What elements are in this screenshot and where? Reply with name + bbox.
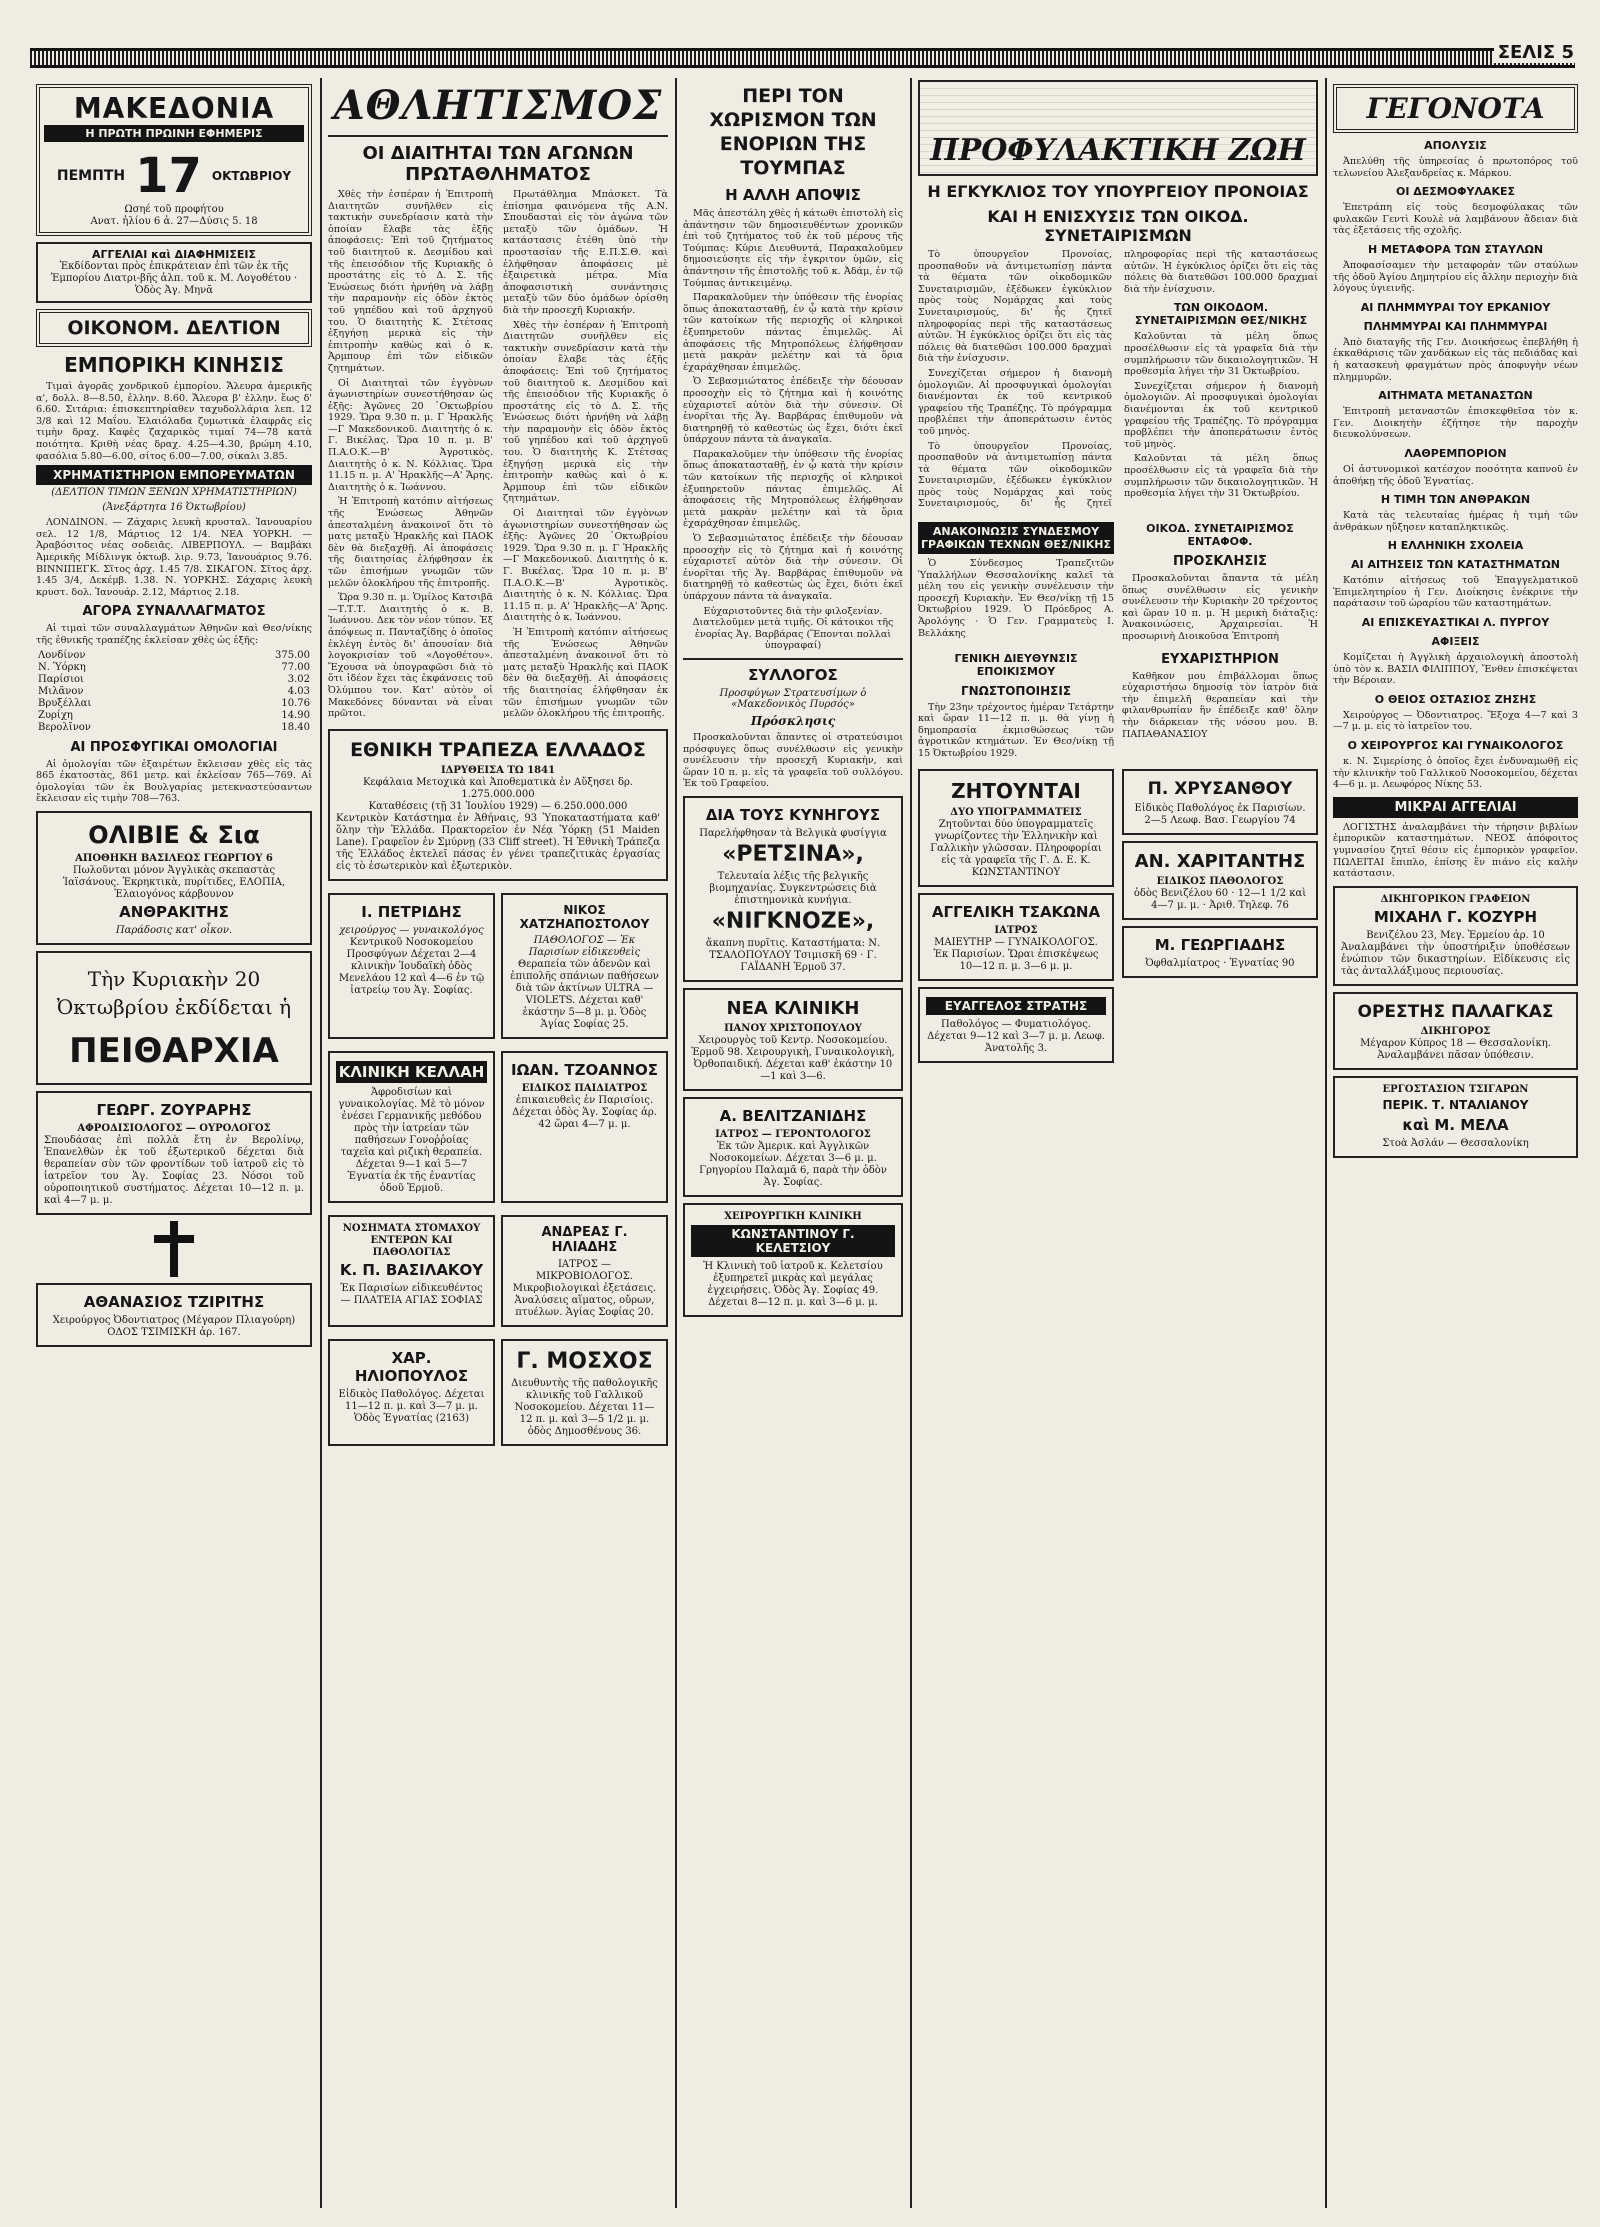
parish-text-3b: Ὁ Σεβασμιώτατος ἐπέδειξε τὴν δέουσαν προσοχὴν εἰς τὸ ζήτημα καὶ ἡ κοινότης εὐχαριστεῖ αὐτὸν διὰ τὴν σύνεσιν. Οἱ ἐνορῖται τῆς Ἁγ. Βαρβάρας ἐπιθυμοῦν νὰ διατηρηθῇ τὸ καθεστὼς ὡς ἔχει, διότι ἐκεῖ ὑπάρχουν πάντα τὰ ἀναγκαῖα. — [683, 533, 903, 602]
small-ads-title: ΜΙΚΡΑΙ ΑΓΓΕΛΙΑΙ — [1333, 797, 1578, 818]
georgiadis-title: Μ. ΓΕΩΡΓΙΑΔΗΣ — [1154, 935, 1286, 954]
euch-notice — [1122, 646, 1318, 763]
event-title: Ο ΘΕΙΟΣ ΟΣΤΑΣΙΟΣ ΖΗΣΗΣ — [1374, 692, 1537, 706]
velitzanidis-subtitle: ΙΑΤΡΟΣ — ΓΕΡΟΝΤΟΛΟΓΟΣ — [715, 1128, 871, 1140]
stratis-text: Παθολόγος — Φυματιολόγος. Δέχεται 9—12 καὶ 3—7 μ. μ. Λεωφ. Ἀνατολῆς 3. — [927, 1018, 1105, 1054]
event-title: ΑΠΟΛΥΣΙΣ — [1424, 139, 1487, 152]
parish-headline: ΠΕΡΙ ΤΟΝ ΧΩΡΙΣΜΟΝ ΤΩΝ ΕΝΟΡΙΩΝ ΤΗΣ ΤΟΥΜΠΑΣ — [709, 85, 877, 179]
event-title: Η ΜΕΤΑΦΟΡΑ ΤΩΝ ΣΤΑΥΛΩΝ — [1367, 242, 1544, 256]
ads-row-4 — [328, 1333, 668, 1452]
ads-row-1 — [328, 887, 668, 1045]
kozyri-title: ΜΙΧΑΗΛ Γ. ΚΟΖΥΡΗ — [1373, 907, 1538, 926]
ads-left — [918, 763, 1114, 1069]
table-row: Μιλᾶνον 4.03 — [38, 685, 310, 697]
tzoannos-title: ΙΩΑΝ. ΤΖΟΑΝΝΟΣ — [511, 1060, 658, 1079]
event-title: ΑΦΙΞΕΙΣ — [1431, 635, 1480, 649]
moschos-ad — [501, 1339, 668, 1446]
kozyri-ad — [1333, 886, 1578, 986]
ads-row-3 — [328, 1209, 668, 1333]
syn-text: Προσκαλοῦνται ἅπαντα τὰ μέλη ὅπως συνέλθωσιν εἰς γενικὴν συνέλευσιν τὴν Κυριακὴν 20 τρέχοντος καὶ ὥραν 10 π. μ. Ἡ μερικὴ διάταξις: Ἀνακοινώσεις, Ἀρχαιρεσίαι. Ἡ προσωρινὴ Διοικοῦσα Ἐπιτροπὴ — [1122, 573, 1318, 643]
hunters-text-3: ἄκαπνη πυρῖτις. Καταστήματα: Ν. ΤΣΑΛΟΠΟΥΛΟΥ Τσιμισκῆ 69 · Γ. ΓΑΪΔΑΝΗ Ἑρμοῦ 37. — [705, 937, 881, 973]
velitzanidis-title: Α. ΒΕΛΙΤΖΑΝΙΔΗΣ — [719, 1106, 867, 1125]
health-banner-title: ΠΡΟΦΥΛΑΚΤΙΚΗ ΖΩΗ — [930, 133, 1306, 168]
zitountai-subtitle: ΔΥΟ ΥΠΟΓΡΑΜΜΑΤΕΙΣ — [950, 806, 1082, 818]
parish-text-2b: Παρακαλοῦμεν τὴν ὑπόθεσιν τῆς ἐνορίας ὅπως ἀποκατασταθῇ, ἐν ᾧ κατὰ τὴν κρίσιν τῶν κατοίκων τῆς περιοχῆς οἱ κληρικοὶ ἐξυπηρετοῦν πάντας ἐπιμελῶς. Αἱ ἀποφάσεις τῆς Μητροπόλεως ἐλήφθησαν μετὰ μακρὰν μελέτην καὶ τὰ ὅρια ἐχαράχθησαν ἐπιμελῶς. — [683, 448, 903, 530]
event-text: Κατόπιν αἰτήσεως τοῦ Ἐπαγγελματικοῦ Ἐπιμελητηρίου ἡ Γεν. Διοίκησις ἐνέκρινε τὴν παράτασιν τοῦ ὡραρίου τῶν καταστημάτων. — [1333, 575, 1578, 610]
syn-title: ΟΙΚΟΔ. ΣΥΝΕΤΑΙΡΙΣΜΟΣ ΕΝΤΑΦΟΦ. — [1146, 522, 1294, 549]
chatz-subtitle: ΠΑΘΟΛΟΓΟΣ — Ἐκ Παρισίων εἰδικευθεὶς — [528, 934, 641, 958]
vasilakou-ad — [328, 1215, 495, 1327]
section-title: ΟΙΚΟΝΟΜ. ΔΕΛΤΙΟΝ — [36, 309, 312, 347]
tzoannos-ad — [501, 1051, 668, 1203]
charitantis-text: ὁδὸς Βενιζέλου 60 · 12—1 1/2 καὶ 4—7 μ. μ. · Ἀριθ. Τηλεφ. 76 — [1133, 887, 1307, 911]
iliopoulos-title: ΧΑΡ. ΗΛΙΟΠΟΥΛΟΣ — [354, 1348, 469, 1385]
olivie-title: ΟΛΙΒΙΕ & Σια — [88, 820, 260, 849]
kozyri-address: Βενιζέλου 23, Μεγ. Ἑρμείου ἀρ. 10 — [1366, 929, 1545, 941]
event-title: ΑΙ ΑΙΤΗΣΕΙΣ ΤΩΝ ΚΑΤΑΣΤΗΜΑΤΩΝ — [1351, 558, 1560, 572]
sports-text-5: Πρωτάθλημα Μπάσκετ. Τὰ ἐπίσημα φαινόμενα τῆς Α.Ν. Σπουδασταὶ εἰς τὸν ἀγώνα τῶν μεταξὺ τῶν ὁμάδων. Ἡ κατάστασις ἐτέθη ὑπὸ τὴν προστασίαν τῆς Ε.Π.Σ.Θ. καὶ ἐλήφθησαν ἀποφάσεις μὲ ἐξαιρετικὰ μέτρα. Μία ἀποφασιστικὴ συνάντησις μεταξὺ τῶν δύο ὁμάδων ὀρίσθη διὰ τὴν προσεχῆ Κυριακήν. — [503, 189, 668, 316]
sports-text-1: Χθὲς τὴν ἑσπέραν ἡ Ἐπιτροπὴ Διαιτητῶν συνῆλθεν εἰς τακτικὴν συνεδρίασιν κατὰ τὴν ὁποίαν ἔλαβε τὰς ἑξῆς ἀποφάσεις: Ἐπὶ τοῦ ζητήματος τοῦ διαιτητοῦ κ. Δεσμίδου καὶ τῆς ἐπεισόδιον τῆς Κυριακῆς ὁ προστάτης εἰς τὸ Δ. Σ. τῆς Ἑνώσεως διότι ἠρνήθη νὰ λάβῃ τὴν παραμονὴν εἰς ὁδὸν ἐκτὸς τοῦ γηπέδου καὶ τοῦ ἀρχηγοῦ του. Ὁ διαιτητὴς Κ. Στέτσας ἐξηγήσῃ μερικὰ εἰς τὴν ἐπιτροπὴν καθὼς καὶ ὁ κ. Ἀρμπουρ ἐπὶ τῶν εἰδικῶν ζητημάτων. — [328, 189, 493, 374]
charitantis-subtitle: ΕΙΔΙΚΟΣ ΠΑΘΟΛΟΓΟΣ — [1156, 875, 1284, 887]
nea-kliniki-ad — [683, 988, 903, 1091]
tziritis-title: ΑΘΑΝΑΣΙΟΣ ΤΖΙΡΙΤΗΣ — [83, 1292, 265, 1311]
mela-ad — [1333, 1076, 1578, 1158]
chatz-title: ΝΙΚΟΣ ΧΑΤΖΗΑΠΟΣΤΟΛΟΥ — [519, 902, 650, 931]
column-rule — [675, 78, 677, 2208]
hunters-text: Παρελήφθησαν τὰ Βελγικὰ φυσίγγια — [699, 827, 887, 839]
sports-text-3: Ἡ Ἐπιτροπὴ κατόπιν αἰτήσεως τῆς Ἑνώσεως Ἀθηνῶν ἀπεσταλμένη ἀνακοινοῖ ὅτι τὸ ματς μεταξὺ Ἡρακλῆς καὶ ΠΑΟΚ δὲν θὰ διεξαχθῇ. Αἱ ἀποφάσεις τῆς διαιτησίας ἐλήφθησαν ἐκ τῶν ἐπισήμων γνωμῶν τῶν μελῶν ὁλοκλήρου τῆς ἐπιτροπῆς. — [328, 496, 493, 589]
euch-text: Καθῆκον μου ἐπιβάλλομαι ὅπως εὐχαριστήσω δημοσίᾳ τὸν ἰατρὸν διὰ τὴν ἐπιμελῆ θεραπείαν καὶ τὴν φιλανθρωπίαν ἣν ἐπέδειξε καθ' ὅλην τὴν διάρκειαν τῆς νόσου μου. Β. ΠΑΠΑΘΑΝΑΣΙΟΥ — [1122, 670, 1318, 740]
tsakona-title: ΑΓΓΕΛΙΚΗ ΤΣΑΚΩΝΑ — [931, 902, 1101, 921]
event-text: Ἐπετράπη εἰς τοὺς δεσμοφύλακας τῶν φυλακῶν Γεντὶ Κουλὲ νὰ λαμβάνουν ἄδειαν διὰ τὰς ἐξετάσεις τῆς σχολῆς. — [1333, 202, 1578, 237]
piotharchia-title: ΠΕΙΘΑΡΧΙΑ — [69, 1030, 279, 1071]
hunters-text-2: Τελευταία λέξις τῆς βελγικῆς βιομηχανίας. Συγκεντρώσεις διὰ ἐπιστημονικὰ κυνήγια. — [709, 870, 877, 906]
event-text: Οἱ ἀστυνομικοὶ κατέσχον ποσότητα καπνοῦ ἐν ἀποθήκῃ τῆς ὁδοῦ Ἐγνατίας. — [1333, 463, 1578, 487]
event-title: ΛΑΘΡΕΜΠΟΡΙΟΝ — [1404, 446, 1507, 460]
column-5 — [1333, 78, 1578, 2208]
piotharchia-ad — [36, 951, 312, 1085]
event-text: κ. Ν. Σιμερίσης ὁ ὁποῖος ἔχει ἐνδυναμωθῇ εἰς τὴν κλινικὴν τοῦ Γαλλικοῦ Νοσοκομείου, δέχεται 4—6 μ. μ. Λεωφόρος Νίκης 53. — [1333, 756, 1578, 791]
table-row: Βερολῖνον 18.40 — [38, 721, 310, 733]
table-row: Ν. Ὑόρκη 77.00 — [38, 661, 310, 673]
syllogos-title: ΣΥΛΛΟΓΟΣ — [748, 665, 838, 684]
parish-text-2: Παρακαλοῦμεν τὴν ὑπόθεσιν τῆς ἐνορίας ὅπως ἀποκατασταθῇ, ἐν ᾧ κατὰ τὴν κρίσιν τῶν κατοίκων τῆς περιοχῆς οἱ κληρικοὶ ἐξυπηρετοῦν πάντας ἐπιμελῶς. Αἱ ἀποφάσεις τῆς Μητροπόλεως ἐλήφθησαν μετὰ μακρὰν μελέτην καὶ τὰ ὅρια ἐχαράχθησαν ἐπιμελῶς. — [683, 292, 903, 373]
event-title: Η ΤΙΜΗ ΤΩΝ ΑΝΘΡΑΚΩΝ — [1380, 493, 1531, 507]
ethniki-bank-ad — [328, 729, 668, 881]
ads-notice-text: Ἐκδίδονται πρὸς ἐπικράτειαν ἐπὶ τῶν ἐκ τῆς Ἐμπορίου Διατρι-βῆς ἀλπ. τοῦ κ. Μ. Λογοθέτου · Ὁδὸς Ἀγ. Μηνᾶ — [50, 261, 298, 296]
event-text: Ἀπὸ διαταγῆς τῆς Γεν. Διοικήσεως ἐπεβλήθη ἡ ἐκκαθάρισις τῶν χανδάκων εἰς τὰς πεδιάδας καὶ ἡ κατασκευὴ φραγμάτων πρὸς ἀποφυγὴν νέων πλημμυρῶν. — [1333, 336, 1578, 383]
event-text: Χειρούργος — Ὀδοντιατρος. Ἔξοχα 4—7 καὶ 3—7 μ. μ. εἰς τὸ ἰατρεῖον του. — [1333, 709, 1578, 733]
sports-text-2: Οἱ Διαιτηταὶ τῶν ἐγγὸνων ἀγωνιστηρίων συνεστήθησαν ὡς ἑξῆς: Ἀγῶνες 20 ᾽Οκτωβρίου 1929. Ὥρα 9.30 π. μ. Γ Ἡρακλῆς—Γ Μακεδονικοῦ. Διαιτητὴς ὁ κ. Γ. Βικέλας. Ὥρα 10 π. μ. Β' Π.Α.Ο.Κ.—Β' Ἀγροτικὸς. Διαιτητὴς ὁ κ. Ν. Κόλλιας. Ὥρα 11.15 π. μ. Α' Ἡρακλῆς—Α' Ἄρης. Διαιτητὴς ὁ κ. Ἰωάννου. — [328, 377, 493, 493]
kellari-text: Ἀφροδισίων καὶ γυναικολογίας. Μὲ τὸ μόνον ἐνέσει Γερμανικῆς μεθόδου πρὸς τὴν ἰατρείαν τῶν παθήσεων Γονοῤῥοίας ταχεῖα καὶ ριζικὴ θεραπεία. Δέχεται 9—1 καὶ 5—7 Ἐγνατία ἐκ τῆς ἐναντίας ὁδοῦ Ἑρμοῦ. — [338, 1086, 485, 1194]
tziritis-text: Χειρούργος Ὀδοντιατρος (Μέγαρον Πλιαγούρη) ΟΔΟΣ ΤΣΙΜΙΣΚΗ ἀρ. 167. — [52, 1314, 296, 1338]
kellari-ad — [328, 1051, 495, 1203]
nea-kliniki-title: ΝΕΑ ΚΛΙΝΙΚΗ — [726, 997, 860, 1019]
keletsiou-text: Ἡ Κλινικὴ τοῦ ἰατροῦ κ. Κελετσίου ἐξυπηρετεῖ μικρὰς καὶ μεγάλας ἐγχειρήσεις. Ὁδὸς Ἁγ. Σοφίας 49. Δέχεται 8—12 π. μ. καὶ 3—6 μ. μ. — [703, 1260, 883, 1308]
welfare-headline-2: ΚΑΙ Η ΕΝΙΣΧΥΣΙΣ ΤΩΝ ΟΙΚΟΔ. ΣΥΝΕΤΑΙΡΙΣΜΩΝ — [987, 207, 1249, 245]
welfare-text-1b: Τὸ ὑπουργεῖον Προνοίας, προσπαθοῦν νὰ ἀντιμετωπίσῃ πάντα τὰ θέματα τῶν οἰκοδομικῶν Συνεταιρισμῶν, ἐξέδωκεν ἐγκύκλιον πρὸς τοὺς Νομάρχας καὶ τοὺς Συνεταιρισμούς, δι' ἧς ζητεῖ πληροφορίας περὶ τῆς καταστάσεως αὐτῶν. Ἡ ἐγκύκλιος ὁρίζει ὅτι εἰς τὰς πόλεις θὰ διατεθῶσι 100.000 δραχμαὶ διὰ τὴν ἐνίσχυσιν. — [918, 249, 1318, 510]
parish-text-3: Ὁ Σεβασμιώτατος ἐπέδειξε τὴν δέουσαν προσοχὴν εἰς τὸ ζήτημα καὶ ἡ κοινότης εὐχαριστεῖ αὐτὸν διὰ τὴν σύνεσιν. Οἱ ἐνορῖται τῆς Ἁγ. Βαρβάρας ἐπιθυμοῦν νὰ διατηρηθῇ τὸ καθεστὼς ὡς ἔχει, διότι ἐκεῖ ὑπάρχουν πάντα τὰ ἀναγκαῖα. — [683, 376, 903, 446]
kellari-title: ΚΛΙΝΙΚΗ ΚΕΛΛΑΗ — [336, 1061, 487, 1083]
mela-text: Στοὰ Ἀσλάν — Θεσσαλονίκη — [1382, 1137, 1529, 1149]
top-rule — [30, 48, 1575, 68]
zitountai-ad — [918, 769, 1114, 887]
ads-row — [918, 763, 1318, 1069]
welfare-article — [918, 249, 1318, 510]
moschos-title: Γ. ΜΟΣΧΟΣ — [516, 1348, 653, 1374]
movement-text: Τιμαὶ ἀγορᾶς χονδρικοῦ ἐμπορίου. Ἄλευρα ἀμερικῆς α', δολλ. 8—8.50, ἑλλην. 8.60. Ἄλευρα β' ἑλλην. ἔως δ' 6.60. Σιτάρια: ἐπισκεπτηρίαθεν ταχυδολλάρια λεπ. 12 3/8 καὶ 12 Μαΐου. Ἐλαιόλαδα ζυμωτικὰ ἐλαφρᾶς εἰς τιμὴν δραχ. Καφὲς ζαχαρικὸς τιμαί 74—78 κατὰ ποιότητα. Κριθὴ νέας δραχ. 4.25—4.30, βρώμη 4.10, φασόλια 5.80—6.00, σίτος 6.00—7.00, σίκαλι 3.85. — [36, 381, 312, 462]
column-2 — [328, 78, 668, 2208]
keletsiou-name: ΚΩΝΣΤΑΝΤΙΝΟΥ Γ. ΚΕΛΕΤΣΙΟΥ — [691, 1225, 895, 1257]
syn-subtitle: ΠΡΟΣΚΛΗΣΙΣ — [1173, 554, 1267, 570]
parish-signature: Εὐχαριστοῦντες διὰ τὴν φιλοξενίαν. Διατελοῦμεν μετὰ τιμῆς. Οἱ κάτοικοι τῆς ἐνορίας Ἁγ. Βαρβάρας (Ἕπονται πολλαὶ ὑπογραφαί) — [692, 605, 894, 652]
iliopoulos-text: Εἰδικὸς Παθολόγος. Δέχεται 11—12 π. μ. καὶ 3—7 μ. μ. Ὁδὸς Ἐγνατίας (2163) — [338, 1388, 485, 1424]
table-row: Παρίσιοι 3.02 — [38, 673, 310, 685]
velitzanidis-text: Ἐκ τῶν Ἀμερικ. καὶ Ἀγγλικῶν Νοσοκομείων. Δέχεται 3—6 μ. μ. Γρηγορίου Παλαμᾶ 6, παρὰ τὴν ὁδὸν Ἁγ. Σοφίας. — [699, 1140, 887, 1188]
nea-kliniki-subtitle: ΠΑΝΟΥ ΧΡΙΣΤΟΠΟΥΛΟΥ — [724, 1022, 862, 1034]
event-title: ΑΙ ΠΛΗΜΜΥΡΑΙ ΤΟΥ ΕΡΚΑΝΙΟΥ — [1360, 300, 1551, 314]
vasilakou-name: Κ. Π. ΒΑΣΙΛΑΚΟΥ — [339, 1260, 484, 1279]
petridis-title: Ι. ΠΕΤΡΙΔΗΣ — [361, 902, 462, 921]
events-banner: ΓΕΓΟΝΟΤΑ — [1333, 84, 1578, 133]
ads-row-2 — [328, 1045, 668, 1209]
sports-text-2b: Οἱ Διαιτηταὶ τῶν ἐγγὸνων ἀγωνιστηρίων συνεστήθησαν ὡς ἑξῆς: Ἀγῶνες 20 ᾽Οκτωβρίου 1929. Ὥρα 9.30 π. μ. Γ Ἡρακλῆς—Γ Μακεδονικοῦ. Διαιτητὴς ὁ κ. Γ. Βικέλας. Ὥρα 10 π. μ. Β' Π.Α.Ο.Κ.—Β' Ἀγροτικὸς. Διαιτητὴς ὁ κ. Ν. Κόλλιας. Ὥρα 11.15 π. μ. Α' Ἡρακλῆς—Α' Ἄρης. Διαιτητὴς ὁ κ. Ἰωάννου. — [503, 508, 668, 624]
gen-subtitle: ΓΝΩΣΤΟΠΟΙΗΣΙΣ — [960, 683, 1072, 698]
petridis-subtitle: χειρούργος — γυναικολόγος — [339, 924, 484, 936]
delivery-label: Παράδοσις κατ' οἶκον. — [115, 924, 233, 936]
charitantis-ad — [1122, 841, 1318, 920]
zitountai-title: ΖΗΤΟΥΝΤΑΙ — [951, 778, 1081, 803]
refugee-bonds-text: Αἱ ὁμολογίαι τῶν ἐξαιρέτων ἔκλεισαν χθὲς εἰς τὰς 865 ἐκατοστὰς, 861 μετρ. καὶ ἐκλείσαν 765—769. Αἱ ὁμολογίαι τῶν ἐκ Βουλγαρίας μετεκναστεύσαντων ἔκλεισαν εἰς τιμὴν 708—763. — [36, 758, 312, 805]
syn-notice — [1122, 516, 1318, 646]
sports-text-3b: Ἡ Ἐπιτροπὴ κατόπιν αἰτήσεως τῆς Ἑνώσεως Ἀθηνῶν ἀπεσταλμένη ἀνακοινοῖ ὅτι τὸ ματς μεταξὺ Ἡρακλῆς καὶ ΠΑΟΚ δὲν θὰ διεξαχθῇ. Αἱ ἀποφάσεις τῆς διαιτησίας ἐλήφθησαν ἐκ τῶν ἐπισήμων γνωμῶν τῶν μελῶν ὁλοκλήρου τῆς ἐπιτροπῆς. — [503, 626, 668, 720]
anak-text: Ὁ Σύνδεσμος Τραπεζιτῶν Ὑπαλλήλων Θεσσαλονίκης καλεῖ τὰ μέλη του εἰς γενικὴν συνέλευσιν τὴν προσεχῆ Κυριακὴν. Ἐν Θεσ/νίκῃ τῇ 15 Ὀκτωβρίου 1929. Ὁ Πρόεδρος Α. Ἀρολόγης · Ὁ Γεν. Γραμματεὺς Ι. Βελλάκης — [918, 558, 1114, 639]
coal-label: ΑΝΘΡΑΚΙΤΗΣ — [119, 902, 229, 921]
mela-heading: ΕΡΓΟΣΤΑΣΙΟΝ ΤΣΙΓΑΡΩΝ — [1382, 1083, 1529, 1095]
refugee-bonds-title: ΑΙ ΠΡΟΣΦΥΓΙΚΑΙ ΟΜΟΛΟΓΙΑΙ — [70, 739, 278, 755]
petridis-ad — [328, 893, 495, 1039]
small-ads-text: ΛΟΓΙΣΤΗΣ ἀναλαμβάνει τὴν τήρησιν βιβλίων ἐμπορικῶν καταστημάτων. ΝΕΟΣ ἀπόφοιτος γυμνασίου ζητεῖ θέσιν εἰς ἐμπορικὸν γραφεῖον. ΠΩΛΕΙΤΑΙ ἔπιπλο, ἐπίσης ἕν πιάνο εἰς καλὴν κατάστασιν. — [1333, 821, 1578, 880]
keletsiou-ad — [683, 1203, 903, 1317]
stratis-title: ΕΥΑΓΓΕΛΟΣ ΣΤΡΑΤΗΣ — [926, 997, 1106, 1015]
fx-table — [36, 650, 312, 734]
palagkas-ad — [1333, 992, 1578, 1070]
column-3 — [683, 78, 903, 2208]
anak-notice — [918, 516, 1114, 646]
cross-emblem — [148, 1221, 200, 1277]
vasilakou-heading: ΝΟΣΗΜΑΤΑ ΣΤΟΜΑΧΟΥ ΕΝΤΕΡΩΝ ΚΑΙ ΠΑΘΟΛΟΓΙΑΣ — [342, 1222, 481, 1258]
olivie-ad — [36, 811, 312, 945]
palagkas-title: ΟΡΕΣΤΗΣ ΠΑΛΑΓΚΑΣ — [1357, 1001, 1554, 1022]
iliaidis-ad — [501, 1215, 668, 1327]
charitantis-title: ΑΝ. ΧΑΡΙΤΑΝΤΗΣ — [1134, 850, 1306, 872]
euch-title: ΕΥΧΑΡΙΣΤΗΡΙΟΝ — [1161, 651, 1279, 667]
fx-text: Αἱ τιμαὶ τῶν συναλλαγμάτων Ἀθηνῶν καὶ Θεσ/νίκης τῆς ἐθνικῆς τραπέζης ἐκλείσαν χθὲς ὡς ἑξῆς: — [36, 623, 312, 646]
bourse-title: ΧΡΗΜΑΤΙΣΤΗΡΙΟΝ ΕΜΠΟΡΕΥΜΑΤΩΝ — [36, 465, 312, 485]
vasilakou-text: Ἐκ Παρισίων εἰδικευθέντος — ΠΛΑΤΕΙΑ ΑΓΙΑΣ ΣΟΦΙΑΣ — [340, 1282, 483, 1306]
piotharchia-top: Τὴν Κυριακὴν 20 Ὀκτωβρίου ἐκδίδεται ἡ — [56, 966, 292, 1019]
tsakona-subtitle: ΙΑΤΡΟΣ — [994, 924, 1038, 936]
fx-title: ΑΓΟΡΑ ΣΥΝΑΛΛΑΓΜΑΤΟΣ — [82, 604, 266, 620]
oikod-text: Καλοῦνται τὰ μέλη ὅπως προσέλθωσιν εἰς τὰ γραφεῖα διὰ τὴν συμπλήρωσιν τῶν δικαιολογητικῶν. Ἡ προθεσμία λήγει τὴν 31 Ὀκτωβρίου. — [1124, 331, 1318, 378]
table-row: Ζυρίχη 14.90 — [38, 709, 310, 721]
gen-title: ΓΕΝΙΚΗ ΔΙΕΥΘΥΝΣΙΣ ΕΠΟΙΚΙΣΜΟΥ — [954, 651, 1078, 678]
month: ΟΚΤΩΒΡΙΟΥ — [211, 169, 292, 183]
hunters-ad — [683, 796, 903, 982]
zourari-ad — [36, 1091, 312, 1215]
health-banner — [918, 80, 1318, 176]
ads-right — [1122, 763, 1318, 1069]
bourse-text: ΛΟΝΔΙΝΟΝ. — Ζάχαρις λευκὴ κρυσταλ. Ἰανουαρίου σελ. 12 1/8, Μάρτιος 12 1/4. ΝΕΑ ΥΟΡΚΗ. — Ἀραβόσιτος νέας σοδειᾶς. ΛΙΒΕΡΠΟΥΛ. — Βαμβάκι Ἀμερικῆς Μίδλινγκ ὀκτωβ. λιρ. 9.73, Ἰανουάριος 9.76. ΒΙΝΝΙΠΕΓΚ. Σῖτος ἀρχ. 1.45 7/8. ΣΙΚΑΓΟΝ. Σῖτος ἀρχ. 1.45 3/4, Δεκέμβ. 1.38. Ν. ΥΟΡΚΗΣ. Σάχαρις λευκὴ κρυστ. δολ. Ἰανουάρ. 2.12, Μάρτιος 2.18. — [36, 517, 312, 598]
tzoannos-subtitle: ΕΙΔΙΚΟΣ ΠΑΙΔΙΑΤΡΟΣ — [521, 1082, 648, 1094]
kozyri-text: Ἀναλαμβάνει τὴν ὑποστήριξιν ὑποθέσεων ἐνώπιον τῶν δικαστηρίων. Εἰδίκευσις εἰς τὰς ἀνταλλάξιμους περιουσίας. — [1341, 941, 1570, 977]
petridis-text: Κεντρικοῦ Νοσοκομείου Προσφύγων Δέχεται 2—4 κλινικὴν Ἰουδαϊκὴ ὁδὸς Μενελάου 12 καὶ 4—6 ἐν τῷ ἰατρείῳ του Ἁγ. Σοφίας. — [338, 936, 485, 996]
ethniki-deposits: Καταθέσεις (τῇ 31 Ἰουλίου 1929) — 6.250.000.000 — [368, 800, 628, 812]
hunters-title: ΔΙΑ ΤΟΥΣ ΚΥΝΗΓΟΥΣ — [705, 805, 881, 824]
kozyri-heading: ΔΙΚΗΓΟΡΙΚΟΝ ΓΡΑΦΕΙΟΝ — [1380, 893, 1531, 905]
event-title: ΑΙ ΕΠΙΣΚΕΥΑΣΤΙΚΑΙ Λ. ΠΥΡΓΟΥ — [1361, 616, 1550, 630]
welfare-text-1: Τὸ ὑπουργεῖον Προνοίας, προσπαθοῦν νὰ ἀντιμετωπίσῃ πάντα τὰ θέματα τῶν οἰκοδομικῶν Συνεταιρισμῶν, ἐξέδωκεν ἐγκύκλιον πρὸς τοὺς Νομάρχας καὶ τοὺς Συνεταιρισμούς, δι' ἧς ζητεῖ πληροφορίας περὶ τῆς καταστάσεως αὐτῶν. Ἡ ἐγκύκλιος ὁρίζει ὅτι εἰς τὰς πόλεις θὰ διατεθῶσι 100.000 δραχμαὶ διὰ τὴν ἐνίσχυσιν. — [918, 249, 1112, 365]
ethniki-text: Κεντρικὸν Κατάστημα ἐν Ἀθήναις, 93 Ὑποκαταστήματα καθ' ὅλην τὴν Ἑλλάδα. Πρακτορεῖον ἐν Νέᾳ Ὑόρκῃ (51 Maiden Lane). Γραφεῖον ἐν Σμύρνῃ (33 Cliff street). Ἡ Ἐθνικὴ Τράπεζα τῆς Ἑλλάδος ἐκτελεῖ πάσας ἐν γένει τραπεζιτικὰς ἐργασίας εἰς τὸ ἐσωτερικὸν καὶ ἐξωτερικὸν. — [336, 812, 660, 872]
event-title: ΟΙ ΔΕΣΜΟΦΥΛΑΚΕΣ — [1395, 185, 1515, 199]
tzoannos-text: ἐπικαιευθεὶς ἐν Παρισίοις. Δέχεται ὁδὸς Ἁγ. Σοφίας ἀρ. 42 ὥραι 4—7 μ. μ. — [512, 1094, 657, 1130]
welfare-headline: Η ΕΓΚΥΚΛΙΟΣ ΤΟΥ ΥΠΟΥΡΓΕΙΟΥ ΠΡΟΝΟΙΑΣ — [927, 182, 1309, 201]
zourari-subtitle: ΑΦΡΟΔΙΣΙΟΛΟΓΟΣ — ΟΥΡΟΛΟΓΟΣ — [77, 1122, 271, 1134]
column-4 — [918, 78, 1318, 2208]
notices-row-2 — [918, 646, 1318, 763]
anak-title: ΑΝΑΚΟΙΝΩΣΙΣ ΣΥΝΔΕΣΜΟΥ ΓΡΑΦΙΚΩΝ ΤΕΧΝΩΝ ΘΕΣ/ΝΙΚΗΣ — [918, 522, 1114, 554]
ethniki-founded: ΙΔΡΥΘΕΙΣΑ ΤΩ 1841 — [440, 764, 556, 776]
event-title: Η ΕΛΛΗΝΙΚΗ ΣΧΟΛΕΙΑ — [1387, 539, 1524, 553]
moschos-text: Διευθυντὴς τῆς παθολογικῆς κλινικῆς τοῦ Γαλλικοῦ Νοσοκομείου. Δέχεται 11—12 π. μ. καὶ 3—5 1/2 μ. μ. ὁδὸς Δημοσθένους 36. — [511, 1377, 658, 1437]
georgiadis-ad — [1122, 926, 1318, 978]
event-text: Ἀπελύθη τῆς ὑπηρεσίας ὁ πρωτοπόρος τοῦ τελωνείου Ἀλεξανδρείας κ. Μάρκου. — [1333, 156, 1578, 179]
column-rule — [1325, 78, 1327, 2208]
mela-name: ΠΕΡΙΚ. Τ. ΝΤΑΛΙΑΝΟΥ — [1382, 1097, 1529, 1112]
syllogos-subtitle: Προσφύγων Στρατευσίμων ὁ «Μακεδονικὸς Πυρσός» — [719, 687, 867, 710]
iliaidis-text: ΙΑΤΡΟΣ — ΜΙΚΡΟΒΙΟΛΟΓΟΣ. Μικροβιολογικαὶ ἐξετάσεις. Ἀναλύσεις αἵματος, οὔρων, πτυέλων. Ἁγίας Σοφίας 20. — [512, 1258, 657, 1318]
georgiadis-text: Ὀφθαλμίατρος · Ἐγνατίας 90 — [1145, 957, 1295, 969]
ads-notice-title: ΑΓΓΕΛΙΑΙ καὶ ΔΙΑΦΗΜΙΣΕΙΣ — [92, 248, 256, 261]
iliopoulos-ad — [328, 1339, 495, 1446]
event-title: Ο ΧΕΙΡΟΥΡΓΟΣ ΚΑΙ ΓΥΝΑΙΚΟΛΟΓΟΣ — [1347, 739, 1564, 753]
sports-headline: ΟΙ ΔΙΑΙΤΗΤΑΙ ΤΩΝ ΑΓΩΝΩΝ ΠΡΩΤΑΘΛΗΜΑΤΟΣ — [362, 143, 634, 185]
notices-row — [918, 516, 1318, 646]
chrysanthou-ad — [1122, 769, 1318, 835]
masthead-subtitle: Η ΠΡΩΤΗ ΠΡΩΙΝΗ ΕΦΗΜΕΡΙΣ — [44, 125, 304, 142]
column-rule — [910, 78, 912, 2208]
oikod-text-b: Καλοῦνται τὰ μέλη ὅπως προσέλθωσιν εἰς τὰ γραφεῖα διὰ τὴν συμπλήρωσιν τῶν δικαιολογητικῶν. Ἡ προθεσμία λήγει τὴν 31 Ὀκτωβρίου. — [1124, 453, 1318, 500]
syllogos-text: Προσκαλοῦνται ἅπαντες οἱ στρατεύσιμοι πρόσφυγες ὅπως συνέλθωσιν εἰς γενικὴν συνέλευσιν τὴν προσεχῆ Κυριακὴν, καὶ ὥραν 10 π. μ. εἰς τὰ γραφεῖα τοῦ συλλόγου. Ἐκ τοῦ Γραφείου. — [683, 731, 903, 790]
event-text: Κομίζεται ἡ Ἀγγλικὴ ἀρχαιολογικὴ ἀποστολὴ ὑπὸ τὸν κ. ΒΑΣΙΛ ΦΙΛΙΠΠΟΥ, Ἔνθεν ἐπισκέψεται τὴν Βέροιαν. — [1333, 652, 1578, 687]
retsina-brand: «ΡΕΤΣΙΝΑ», — [722, 841, 864, 867]
event-text: Ἀποφασίσαμεν τὴν μεταφορὰν τῶν σταύλων τῆς ὁδοῦ Ἁγίου Δημητρίου εἰς ἄλλην περιοχὴν διὰ λόγους ὑγιεινῆς. — [1333, 259, 1578, 295]
chrysanthou-title: Π. ΧΡΥΣΑΝΘΟΥ — [1147, 778, 1293, 799]
tsakona-ad — [918, 893, 1114, 981]
iliaidis-title: ΑΝΔΡΕΑΣ Γ. ΗΛΙΑΔΗΣ — [541, 1224, 628, 1255]
gen-text: Τὴν 23ην τρέχοντος ἡμέραν Τετάρτην καὶ ὥραν 11—12 π. μ. θὰ γίνῃ ἡ δημοπρασία ἐκμισθώσεως τῶν ἀγροτικῶν κτημάτων. Ἐν Θεσ/νίκῃ τῇ 15 Ὀκτωβρίου 1929. — [918, 701, 1114, 759]
weekday: ΠΕΜΠΤΗ — [56, 168, 126, 184]
bourse-subtitle: (ΔΕΛΤΙΟΝ ΤΙΜΩΝ ΞΕΝΩΝ ΧΡΗΜΑΤΙΣΤΗΡΙΩΝ) — [51, 487, 297, 499]
column-1 — [36, 78, 312, 2208]
event-text: Ἐπιτροπὴ μεταναστῶν ἐπισκεφθεῖσα τὸν κ. Γεν. Διοικητὴν ἐζήτησε τὴν παροχὴν διευκολύνσεων. — [1333, 406, 1578, 441]
palagkas-subtitle: ΔΙΚΗΓΟΡΟΣ — [1420, 1025, 1491, 1037]
palagkas-text: Μέγαρον Κύπρος 18 — Θεσσαλονίκη. Ἀναλαμβάνει πᾶσαν ὑπόθεσιν. — [1360, 1037, 1551, 1061]
stratis-ad — [918, 987, 1114, 1063]
column-rule — [320, 78, 322, 2208]
table-row: Λονδίνον 375.00 — [38, 649, 310, 661]
zourari-text: Σπουδάσας ἐπὶ πολλὰ ἔτη ἐν Βερολίνῳ, Ἐπανελθὼν ἐκ τοῦ ἐξωτερικοῦ δέχεται διὰ θεραπείαν σὺν τῶν φροντίδων τοῦ ἰατροῦ εἰς τὸ ἰατρεῖον του Ἁγ. Σοφίας 23. Νόσοι τοῦ οὐροποιητικοῦ συστήματος. Δέχεται 10—12 π. μ. καὶ 4—7 μ. μ. — [44, 1134, 304, 1206]
sports-text-1b: Χθὲς τὴν ἑσπέραν ἡ Ἐπιτροπὴ Διαιτητῶν συνῆλθεν εἰς τακτικὴν συνεδρίασιν κατὰ τὴν ὁποίαν ἔλαβε τὰς ἑξῆς ἀποφάσεις: Ἐπὶ τοῦ ζητήματος τοῦ διαιτητοῦ κ. Δεσμίδου καὶ τῆς ἐπεισόδιον τῆς Κυριακῆς ὁ προστάτης εἰς τὸ Δ. Σ. τῆς Ἑνώσεως διότι ἠρνήθη νὰ λάβῃ τὴν παραμονὴν εἰς ὁδὸν ἐκτὸς τοῦ γηπέδου καὶ τοῦ ἀρχηγοῦ του. Ὁ διαιτητὴς Κ. Στέτσας ἐξηγήσῃ μερικὰ εἰς τὴν ἐπιτροπὴν καθὼς καὶ ὁ κ. Ἀρμπουρ ἐπὶ τῶν εἰδικῶν ζητημάτων. — [503, 319, 668, 505]
sunrise-sunset: Ανατ. ἡλίου 6 ἀ. 27—Δύσις 5. 18 — [90, 216, 258, 227]
olivie-address: ΑΠΟΘΗΚΗ ΒΑΣΙΛΕΩΣ ΓΕΩΡΓΙΟΥ 6 — [75, 852, 273, 864]
event-title: ΠΛΗΜΜΥΡΑΙ ΚΑΙ ΠΛΗΜΜΥΡΑΙ — [1363, 319, 1548, 333]
chatz-text: Θεραπεία τῶν ἀδενῶν καὶ ἐπιπολῆς σπάνιων παθήσεων διὰ τῶν ἀκτίνων ULTRA — VIOLETS. Δέχεται καθ' ἑκάστην 5—8 μ. μ. Ὁδὸς Ἁγίας Σοφίας 25. — [510, 958, 659, 1030]
mela-subtitle: καὶ Μ. ΜΕΛΑ — [1402, 1115, 1509, 1134]
velitzanidis-ad — [683, 1097, 903, 1197]
ethniki-capital: Κεφάλαια Μετοχικὰ καὶ Ἀποθεματικὰ ἐν Αὔξησει δρ. 1.275.000.000 — [362, 776, 634, 800]
movement-title: ΕΜΠΟΡΙΚΗ ΚΙΝΗΣΙΣ — [64, 353, 284, 377]
nignoze-brand: «ΝΙΓΚΝΟΖΕ», — [711, 908, 875, 934]
parish-text-1: Μᾶς ἀπεστάλη χθὲς ἡ κάτωθι ἐπιστολὴ εἰς ἀπάντησιν τῶν δημοσιευθέντων χρονικῶν ἐπὶ τοῦ ζητήματος τοῦ ἐκ τοῦ μέρους τῆς Τούμπας: Κύριε Διευθυντά, Παρακαλοῦμεν δημοσιεύσητε εἰς τὴν ἐγκριτον ὑμῶν, εἰς ἀπάντησιν τῆς ἐπιστολῆς τοῦ κ. Ἀδάμ, ἐν τῷ Τούμπας ἀντικειμένῳ. — [683, 208, 903, 289]
sports-text-4: Ὥρα 9.30 π. μ. Ὁμίλος Κατσιβᾶ—Τ.Τ.Τ. Διαιτητὴς ὁ κ. Β. Ἰωάννου. Δεκ τὸν νέον τύπον. Ἐξ ἀπόψεως π. Πανταζίδης ὁ ὁποῖος ἐκλέγη ἐντὸς δι' ἀπουσίαν διὰ λογοκρισίαν τοῦ «Λογοθέτου». Ἔχουσα νὰ ὑπογραφῶσι διὰ τὸ ὅτι ἰδέον ἔχει τὰς ἐκφάνσεις τοῦ Ὀλύμπου τον. Κατ' αὐτὸν οἱ Μακεδόνες δύνανται νὰ εἶναι πρῶτοι. — [328, 592, 493, 720]
masthead — [36, 84, 312, 236]
ads-notice — [36, 242, 312, 303]
oikod-title: ΤΩΝ ΟΙΚΟΔΟΜ. ΣΥΝΕΤΑΙΡΙΣΜΩΝ ΘΕΣ/ΝΙΚΗΣ — [1134, 301, 1308, 328]
saint-of-day: Ωσηέ τοῦ προφήτου — [124, 204, 224, 215]
sports-article — [328, 189, 668, 723]
olivie-text: Πωλοῦνται μόνον Ἀγγλικὰς σκεπαστὰς Ἰαϊσάνους. Ἐκρηκτικὰ, πυρίτιδες, ΕΛΟΠΙΑ, Ἐλαιογόνος κάρβουνον — [62, 864, 286, 900]
page-number: ΣΕΛΙΣ 5 — [1494, 42, 1578, 63]
tsakona-text: ΜΑΙΕΥΤΗΡ — ΓΥΝΑΙΚΟΛΟΓΟΣ. Ἐκ Παρισίων. Ὥραι ἐπισκέψεως 10—12 π. μ. 3—6 μ. μ. — [933, 936, 1099, 972]
parish-subheadline: Η ΑΛΛΗ ΑΠΟΨΙΣ — [725, 186, 861, 204]
nea-kliniki-text: Χειρουργὸς τοῦ Κεντρ. Νοσοκομείου. Ἑρμοῦ 98. Χειρουργικὴ, Γυναικολογικὴ, Ὀρθοπαιδική. Δέχεται καθ' ἑκάστην 10—1 καὶ 3—6. — [691, 1034, 895, 1082]
syllogos-invite: Πρόσκλησις — [750, 713, 836, 728]
gen-notice — [918, 646, 1114, 763]
date-number: 17 — [135, 148, 202, 204]
welfare-text-2b: Συνεχίζεται σήμερον ἡ διανομὴ ὁμολογιῶν. Αἱ προσφυγικαὶ ὁμολογίαι διανέμονται ἐκ τοῦ κεντρικοῦ γραφείου τῆς Τραπέζης. Τὸ πρόγραμμα προβλέπει τὴν ἀποπεράτωσιν ἐντὸς τοῦ μηνὸς. — [1124, 380, 1318, 450]
event-text: Κατὰ τὰς τελευταίας ἡμέρας ἡ τιμὴ τῶν ἀνθράκων ηὔξησεν καταπληκτικῶς. — [1333, 510, 1578, 533]
welfare-text-2: Συνεχίζεται σήμερον ἡ διανομὴ ὁμολογιῶν. Αἱ προσφυγικαὶ ὁμολογίαι διανέμονται ἐκ τοῦ κεντρικοῦ γραφείου τῆς Τραπέζης. Τὸ πρόγραμμα προβλέπει τὴν ἀποπεράτωσιν ἐντὸς τοῦ μηνὸς. — [918, 367, 1112, 437]
chatz-ad — [501, 893, 668, 1039]
keletsiou-heading: ΧΕΙΡΟΥΡΓΙΚΗ ΚΛΙΝΙΚΗ — [724, 1210, 862, 1222]
tziritis-ad — [36, 1283, 312, 1347]
zourari-title: ΓΕΩΡΓ. ΖΟΥΡΑΡΗΣ — [96, 1100, 252, 1119]
zitountai-text: Ζητοῦνται δύο ὑπογραμματεῖς γνωρίζοντες τὴν Ἑλληνικὴν καὶ Γαλλικὴν γλῶσσαν. Πληροφορίαι εἰς τὰ γραφεῖα τῆς Γ. Δ. Ε. Κ. ΚΩΝΣΤΑΝΤΙΝΟΥ — [930, 818, 1102, 878]
bourse-date: (Ἀνεξάρτητα 16 Ὀκτωβρίου) — [102, 502, 246, 514]
masthead-title: ΜΑΚΕΔΟΝΙΑ — [73, 92, 275, 125]
ethniki-title: ΕΘΝΙΚΗ ΤΡΑΠΕΖΑ ΕΛΛΑΔΟΣ — [350, 738, 646, 761]
event-title: ΑΙΤΗΜΑΤΑ ΜΕΤΑΝΑΣΤΩΝ — [1378, 389, 1533, 403]
chrysanthou-text: Εἰδικὸς Παθολόγος ἐκ Παρισίων. 2—5 Λεωφ. Βασ. Γεωργίου 74 — [1134, 802, 1306, 826]
table-row: Βρυξέλλαι 10.76 — [38, 697, 310, 709]
sports-banner: ΑΘΛΗΤΙΣΜΟΣ — [333, 82, 663, 129]
